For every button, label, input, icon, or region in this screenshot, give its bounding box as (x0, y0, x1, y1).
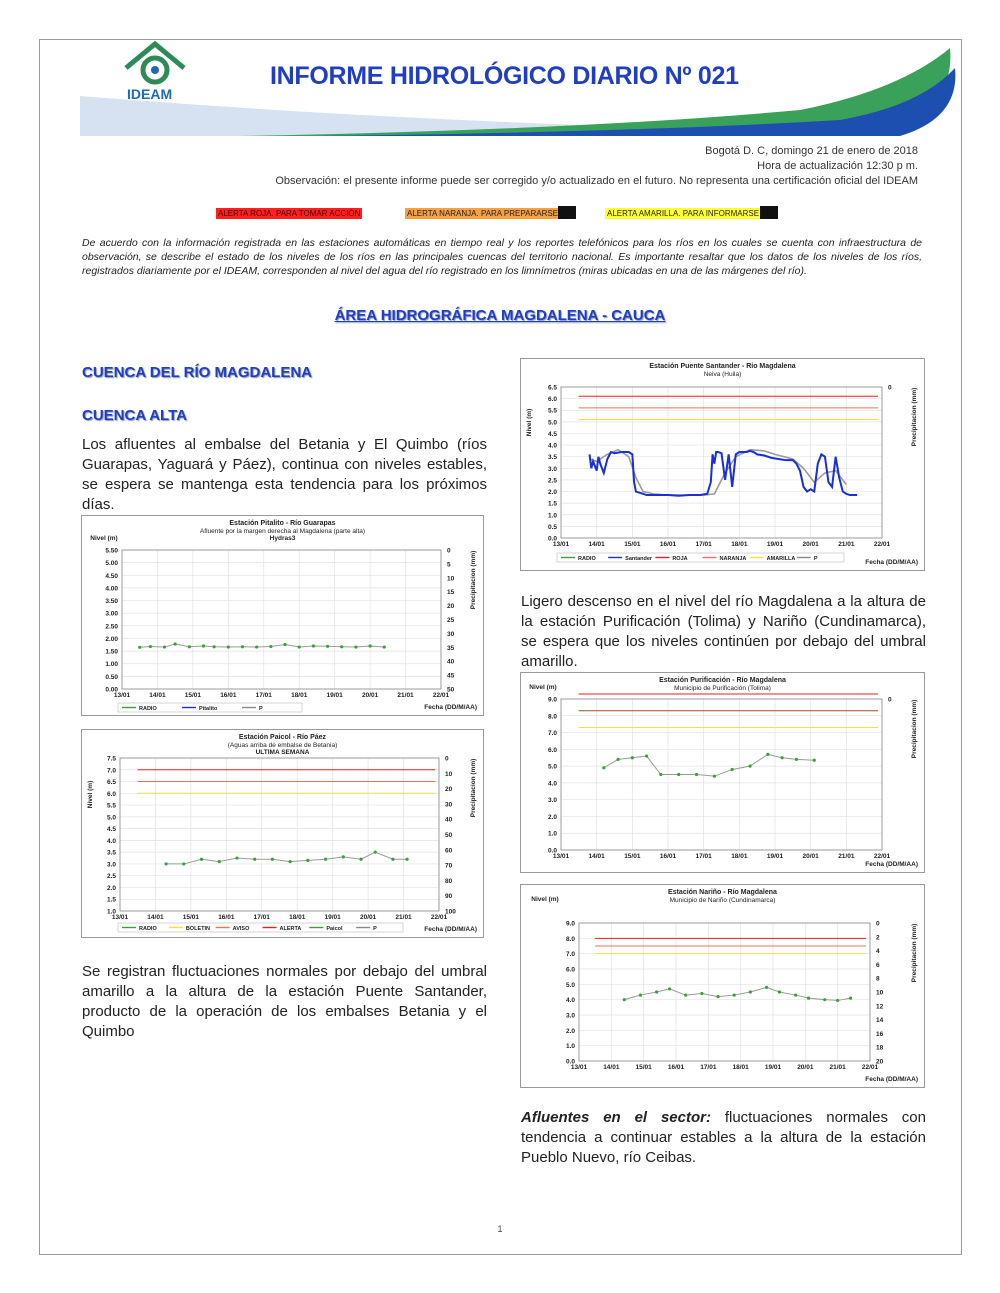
x-tick-label: 22/01 (430, 914, 448, 921)
data-point (138, 646, 141, 649)
y-tick-label: 3.5 (547, 454, 557, 462)
data-point (255, 645, 258, 648)
y-tick-label: 9.0 (547, 696, 557, 704)
y-axis-label: Nivel (m) (531, 896, 559, 903)
x-tick-label: 18/01 (732, 1064, 749, 1071)
x-tick-label: 19/01 (766, 541, 784, 548)
paragraph-purificacion-narino: Ligero descenso en el nivel del río Magdalena a la altura de la estación Purificación (Tolima) y Nariño (Cundinamarca), se espera que los niveles continúen por debajo del umbral amarillo. (521, 593, 926, 670)
legend-label: AMARILLA (766, 556, 796, 562)
y-tick-label: 4.5 (547, 430, 557, 438)
y-tick-label: 4.0 (106, 837, 116, 845)
chart-purificacion (520, 672, 925, 873)
x-tick-label: 21/01 (395, 914, 412, 921)
y-tick-label: 4.0 (547, 442, 557, 450)
y2-tick-label: 25 (447, 617, 455, 624)
y2-tick-label: 6 (876, 961, 880, 969)
y-tick-label: 5.50 (105, 547, 118, 555)
plot-area (561, 699, 882, 850)
y-tick-label: 4.50 (105, 572, 118, 580)
data-point (813, 759, 816, 762)
data-point (778, 990, 781, 993)
legend-label: P (373, 926, 377, 932)
y2-tick-label: 20 (445, 786, 453, 794)
data-point (849, 997, 852, 1000)
y2-axis-label: Precipitacion (mm) (470, 550, 477, 610)
chart-puente-santander (520, 358, 925, 571)
y-axis-label: Nivel (m) (90, 535, 118, 542)
y-tick-label: 3.0 (547, 465, 557, 473)
y-tick-label: 5.0 (547, 763, 557, 771)
y2-tick-label: 80 (445, 877, 453, 885)
ideam-logo-icon (118, 40, 192, 90)
y-tick-label: 9.0 (565, 920, 575, 928)
chart-svg (521, 359, 924, 570)
y-tick-label: 0.5 (547, 523, 557, 531)
x-axis-label: Fecha (DD/M/AA) (865, 861, 918, 868)
data-point (781, 756, 784, 759)
date-line: Bogotá D. C, domingo 21 de enero de 2018 (705, 145, 918, 157)
data-point (283, 643, 286, 646)
y-tick-label: 8.0 (547, 713, 557, 721)
legend-label: AVISO (232, 926, 250, 932)
data-point (668, 987, 671, 990)
y-tick-label: 4.00 (105, 585, 118, 593)
x-tick-label: 13/01 (570, 1064, 588, 1071)
data-point (354, 645, 357, 648)
data-point (631, 756, 634, 759)
y-tick-label: 1.0 (547, 512, 557, 520)
x-tick-label: 15/01 (635, 1064, 652, 1071)
data-point (383, 645, 386, 648)
y2-tick-label: 0 (447, 547, 451, 555)
y2-tick-label: 60 (445, 847, 453, 855)
x-tick-label: 15/01 (624, 853, 641, 860)
y2-tick-label: 5 (447, 561, 451, 569)
section-cuenca: CUENCA DEL RÍO MAGDALENA (82, 364, 313, 381)
y-axis-label: Nivel (m) (526, 408, 533, 437)
y2-tick-label: 0 (888, 384, 892, 392)
x-tick-label: 18/01 (291, 692, 308, 699)
y2-tick-label: 15 (447, 589, 455, 597)
y-tick-label: 8.0 (565, 935, 575, 943)
y-tick-label: 5.0 (106, 814, 116, 822)
y-tick-label: 1.5 (106, 896, 116, 904)
x-tick-label: 19/01 (766, 853, 784, 860)
y2-tick-label: 20 (876, 1058, 884, 1066)
data-point (312, 644, 315, 647)
x-tick-label: 20/01 (361, 692, 379, 699)
y2-tick-label: 45 (447, 672, 455, 680)
data-point (823, 998, 826, 1001)
y-tick-label: 0.0 (547, 847, 557, 855)
chart-subtitle: Municipio de Purificación (Tolima) (674, 685, 771, 692)
y-tick-label: 1.00 (105, 661, 118, 669)
data-point (326, 645, 329, 648)
data-point (749, 990, 752, 993)
y2-tick-label: 10 (876, 989, 884, 997)
y-tick-label: 0.0 (565, 1058, 575, 1066)
x-axis-label: Fecha (DD/M/AA) (424, 926, 477, 933)
chart-title: Estación Nariño - Río Magdalena (668, 889, 777, 896)
data-point (684, 993, 687, 996)
data-point (659, 773, 662, 776)
x-tick-label: 17/01 (253, 914, 270, 921)
x-tick-label: 21/01 (838, 541, 855, 548)
y-tick-label: 1.50 (105, 648, 118, 656)
x-tick-label: 17/01 (255, 692, 272, 699)
y2-tick-label: 40 (447, 658, 455, 666)
data-point (324, 858, 327, 861)
x-tick-label: 14/01 (603, 1064, 620, 1071)
data-point (218, 860, 221, 863)
y-tick-label: 5.0 (565, 981, 575, 989)
y-tick-label: 2.50 (105, 623, 118, 631)
data-point (174, 642, 177, 645)
data-point (836, 999, 839, 1002)
legend-label: ROJA (672, 556, 688, 562)
intro-paragraph: De acuerdo con la información registrada en las estaciones automáticas en tiempo real y los reportes telefónicos para los ríos en los cuales se cuenta con infraestructura de observación, se describe el estado de los niveles de los ríos en las principales cuencas del territorio nacional. Es importante resaltar que los datos de los niveles de los ríos, registrados diariamente por el IDEAM, corresponden al nivel del agua del río registrado en los limnímetros (miras ubicadas en una de las márgenes del río). (82, 237, 922, 277)
y2-tick-label: 20 (447, 603, 455, 611)
legend-label: RADIO (139, 926, 157, 932)
data-point (359, 858, 362, 861)
y-tick-label: 0.0 (547, 535, 557, 543)
data-point (213, 645, 216, 648)
legend-label: Santander (625, 556, 653, 562)
y2-tick-label: 10 (447, 575, 455, 583)
y-tick-label: 1.0 (565, 1043, 575, 1051)
legend-label: RADIO (139, 706, 157, 712)
x-tick-label: 18/01 (731, 541, 748, 548)
y-tick-label: 3.00 (105, 610, 118, 618)
y2-axis-label: Precipitacion (mm) (911, 387, 918, 447)
chart-svg (82, 730, 483, 937)
y-tick-label: 1.5 (547, 500, 557, 508)
plot-area (122, 550, 441, 689)
afluentes-text: fluctuaciones normales con tendencia a continuar estables a la altura de la estación Pueblo Nuevo, río Ceibas. (521, 1109, 926, 1166)
y-tick-label: 7.5 (106, 755, 116, 763)
data-point (765, 986, 768, 989)
legend-label: P (813, 556, 818, 562)
chart-subtitle: Neiva (Huila) (703, 371, 742, 378)
x-tick-label: 19/01 (764, 1064, 782, 1071)
y2-tick-label: 100 (445, 908, 456, 916)
alert-yellow: ALERTA AMARILLA. PARA INFORMARSE (607, 209, 760, 218)
data-point (391, 858, 394, 861)
data-point (655, 990, 658, 993)
x-tick-label: 16/01 (667, 1064, 685, 1071)
y-tick-label: 2.0 (106, 884, 116, 892)
y2-tick-label: 30 (445, 801, 453, 809)
x-tick-label: 17/01 (695, 541, 712, 548)
x-tick-label: 16/01 (218, 914, 235, 921)
y2-tick-label: 50 (447, 686, 455, 694)
data-point (200, 858, 203, 861)
y-tick-label: 1.0 (106, 908, 116, 916)
legend-label: BOLETIN (185, 926, 210, 932)
data-point (700, 992, 703, 995)
data-point (716, 995, 719, 998)
data-point (645, 754, 648, 757)
data-point (616, 758, 619, 761)
alert-orange-marker (558, 206, 576, 219)
chart-subtitle2: Hydras3 (269, 535, 296, 542)
data-point (695, 773, 698, 776)
y2-tick-label: 8 (876, 975, 880, 983)
x-tick-label: 21/01 (829, 1064, 846, 1071)
data-point (163, 645, 166, 648)
chart-svg (521, 673, 924, 872)
data-point (639, 993, 642, 996)
x-tick-label: 13/01 (552, 541, 570, 548)
data-point (677, 773, 680, 776)
chart-title: Estación Purificación - Río Magdalena (659, 677, 786, 684)
data-point (623, 998, 626, 1001)
x-tick-label: 19/01 (324, 914, 341, 921)
y2-tick-label: 14 (876, 1017, 884, 1025)
data-point (748, 765, 751, 768)
chart-svg (82, 516, 483, 715)
plot-area (120, 758, 439, 911)
x-tick-label: 18/01 (289, 914, 306, 921)
x-tick-label: 22/01 (873, 541, 891, 548)
x-tick-label: 16/01 (659, 853, 677, 860)
alert-orange: ALERTA NARANJA. PARA PREPARARSE (407, 209, 559, 218)
plot-area (561, 387, 882, 538)
chart-pitalito (81, 515, 484, 716)
x-tick-label: 16/01 (220, 692, 237, 699)
y2-axis-label: Precipitacion (mm) (470, 758, 477, 818)
chart-narino (520, 884, 925, 1088)
y2-tick-label: 40 (445, 816, 453, 824)
page-number: 1 (497, 1224, 503, 1234)
data-point (766, 753, 769, 756)
x-tick-label: 22/01 (861, 1064, 879, 1071)
x-tick-label: 13/01 (111, 914, 129, 921)
y-tick-label: 2.0 (565, 1027, 575, 1035)
y-tick-label: 2.5 (106, 873, 116, 881)
y-tick-label: 1.0 (547, 830, 557, 838)
afluentes-label: Afluentes en el sector: (521, 1109, 711, 1126)
x-tick-label: 22/01 (432, 692, 450, 699)
y2-tick-label: 12 (876, 1003, 884, 1011)
plot-area (579, 923, 870, 1061)
data-point (164, 862, 167, 865)
section-cuenca-alta: CUENCA ALTA (82, 407, 187, 424)
alert-yellow-marker (760, 206, 778, 219)
data-point (340, 645, 343, 648)
y2-tick-label: 35 (447, 644, 455, 652)
data-point (807, 997, 810, 1000)
x-tick-label: 20/01 (359, 914, 377, 921)
y2-tick-label: 0 (876, 920, 880, 928)
chart-title: Estación Puente Santander - Río Magdalena (649, 363, 796, 370)
area-title: ÁREA HIDROGRÁFICA MAGDALENA - CAUCA (334, 307, 666, 324)
y2-tick-label: 70 (445, 862, 453, 870)
paragraph-puente-santander: Se registran fluctuaciones normales por debajo del umbral amarillo a la altura de la estación Puente Santander, producto de la operación de los embalses Betania y el Quimbo (82, 963, 487, 1040)
data-point (271, 858, 274, 861)
y-tick-label: 3.50 (105, 598, 118, 606)
y2-tick-label: 90 (445, 893, 453, 901)
y-tick-label: 6.5 (106, 779, 116, 787)
data-point (374, 851, 377, 854)
logo-text: IDEAM (127, 86, 173, 102)
y-tick-label: 5.00 (105, 560, 118, 568)
alert-red: ALERTA ROJA. PARA TOMAR ACCIÓN (218, 209, 361, 218)
legend-label: ALERTA (279, 926, 302, 932)
observation-line: Observación: el presente informe puede ser corregido y/o actualizado en el futuro. No representa una certificación oficial del IDEAM (275, 175, 918, 187)
y2-tick-label: 18 (876, 1044, 884, 1052)
data-point (227, 645, 230, 648)
paragraph-afluentes-sector (521, 1108, 926, 1168)
data-point (306, 859, 309, 862)
data-point (241, 645, 244, 648)
x-tick-label: 19/01 (326, 692, 343, 699)
y-tick-label: 7.0 (106, 767, 116, 775)
x-tick-label: 17/01 (700, 1064, 717, 1071)
chart-subtitle: (Aguas arriba de embalse de Betania) (227, 742, 338, 749)
legend-label: Pitalito (199, 706, 218, 712)
data-point (713, 775, 716, 778)
y-tick-label: 3.0 (565, 1012, 575, 1020)
data-point (795, 758, 798, 761)
y2-tick-label: 30 (447, 630, 455, 638)
legend-label: NARANJA (719, 556, 747, 562)
y-tick-label: 6.0 (547, 746, 557, 754)
x-tick-label: 13/01 (552, 853, 570, 860)
x-axis-label: Fecha (DD/M/AA) (865, 1076, 918, 1083)
y2-tick-label: 10 (445, 770, 453, 778)
y-tick-label: 6.0 (565, 966, 575, 974)
data-point (235, 856, 238, 859)
y-tick-label: 4.0 (565, 997, 575, 1005)
data-point (149, 645, 152, 648)
data-point (733, 993, 736, 996)
data-point (188, 645, 191, 648)
x-tick-label: 20/01 (797, 1064, 814, 1071)
y-tick-label: 2.0 (547, 813, 557, 821)
y-tick-label: 5.5 (106, 802, 116, 810)
y-tick-label: 3.0 (106, 861, 116, 869)
legend-label: P (259, 706, 263, 712)
data-point (342, 855, 345, 858)
y2-tick-label: 2 (876, 934, 880, 942)
x-tick-label: 14/01 (588, 541, 605, 548)
y-tick-label: 7.0 (547, 730, 557, 738)
chart-title: Estación Paicol - Río Páez (238, 734, 327, 741)
chart-subtitle: Municipio de Nariño (Cundinamarca) (669, 897, 776, 904)
y-tick-label: 6.0 (106, 790, 116, 798)
data-point (253, 858, 256, 861)
data-point (269, 645, 272, 648)
report-title: INFORME HIDROLÓGICO DIARIO Nº 021 (270, 62, 739, 90)
legend-label: RADIO (578, 556, 596, 562)
y-tick-label: 5.5 (547, 407, 557, 415)
x-tick-label: 21/01 (397, 692, 414, 699)
x-axis-label: Fecha (DD/M/AA) (424, 704, 477, 711)
x-tick-label: 13/01 (113, 692, 131, 699)
data-point (202, 644, 205, 647)
y2-axis-label: Precipitacion (mm) (911, 923, 918, 983)
y-tick-label: 5.0 (547, 419, 557, 427)
x-tick-label: 15/01 (182, 914, 200, 921)
y2-tick-label: 0 (888, 696, 892, 704)
x-tick-label: 14/01 (149, 692, 166, 699)
y-tick-label: 2.00 (105, 635, 118, 643)
y2-tick-label: 0 (445, 755, 449, 763)
data-point (182, 862, 185, 865)
paragraph-afluentes-betania: Los afluentes al embalse del Betania y El Quimbo (ríos Guarapas, Yaguará y Páez), continua con niveles estables, se espera se mantenga esta tendencia para los próximos días. (82, 436, 487, 513)
y-tick-label: 0.50 (105, 673, 118, 681)
update-line: Hora de actualización 12:30 p m. (757, 160, 918, 172)
data-point (369, 644, 372, 647)
y2-axis-label: Precipitacion (mm) (911, 699, 918, 759)
y-tick-label: 3.0 (547, 797, 557, 805)
y-tick-label: 3.5 (106, 849, 116, 857)
x-tick-label: 21/01 (838, 853, 855, 860)
y-tick-label: 4.0 (547, 780, 557, 788)
x-tick-label: 20/01 (802, 853, 819, 860)
y2-tick-label: 16 (876, 1030, 884, 1038)
x-tick-label: 17/01 (695, 853, 712, 860)
legend-label: Paicol (326, 926, 343, 932)
data-point (406, 858, 409, 861)
chart-subtitle2: ULTIMA SEMANA (255, 749, 310, 756)
y-tick-label: 2.0 (547, 489, 557, 497)
x-tick-label: 14/01 (588, 853, 605, 860)
x-tick-label: 18/01 (731, 853, 748, 860)
chart-svg (521, 885, 924, 1087)
x-tick-label: 22/01 (873, 853, 891, 860)
data-point (298, 645, 301, 648)
y2-tick-label: 4 (876, 948, 880, 956)
x-tick-label: 20/01 (802, 541, 819, 548)
y-axis-label: Nivel (m) (87, 780, 94, 809)
series-line (624, 987, 850, 1000)
x-axis-label: Fecha (DD/M/AA) (865, 559, 918, 566)
data-point (602, 766, 605, 769)
y-tick-label: 6.0 (547, 396, 557, 404)
y-axis-label: Nivel (m) (529, 684, 557, 691)
chart-paicol (81, 729, 484, 938)
data-point (731, 768, 734, 771)
data-point (289, 860, 292, 863)
y-tick-label: 6.5 (547, 384, 557, 392)
y-tick-label: 4.5 (106, 826, 116, 834)
chart-subtitle: Afluente por la margen derecha al Magdalena (parte alta) (199, 528, 366, 535)
y-tick-label: 2.5 (547, 477, 557, 485)
y-tick-label: 7.0 (565, 951, 575, 959)
y2-tick-label: 50 (445, 832, 453, 839)
x-tick-label: 15/01 (624, 541, 641, 548)
chart-title: Estación Pitalito - Río Guarapas (229, 520, 336, 527)
x-tick-label: 15/01 (184, 692, 202, 699)
x-tick-label: 16/01 (659, 541, 677, 548)
y-tick-label: 0.00 (105, 686, 118, 694)
data-point (794, 993, 797, 996)
x-tick-label: 14/01 (147, 914, 164, 921)
